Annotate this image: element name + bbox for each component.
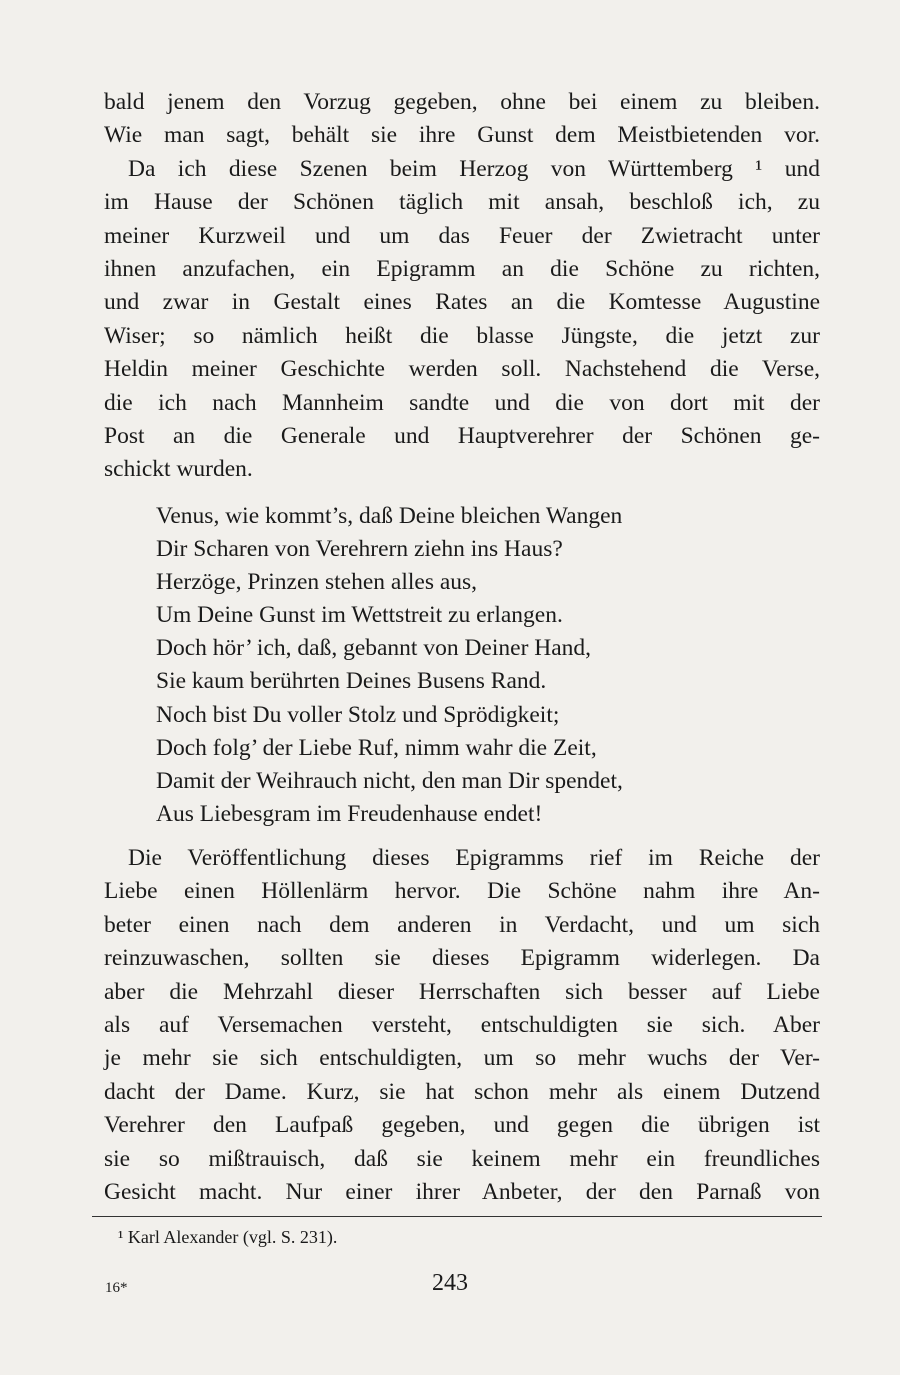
verse-line: Um Deine Gunst im Wettstreit zu erlangen.: [156, 602, 563, 629]
text-line: sie so mißtrauisch, daß sie keinem mehr ein freundliches: [104, 1145, 820, 1172]
text-line: Die Veröffentlichung dieses Epigramms rief im Reiche der: [128, 845, 820, 871]
verse-line: Doch folg’ der Liebe Ruf, nimm wahr die Zeit,: [156, 734, 597, 761]
text-line: im Hause der Schönen täglich mit ansah, beschloß ich, zu: [104, 189, 820, 216]
signature-mark: 16*: [105, 1280, 128, 1296]
text-line: schickt wurden.: [104, 456, 253, 483]
prose-bottom: [104, 842, 820, 1209]
footnote-rule: [92, 1216, 822, 1217]
page-number: 243: [432, 1270, 468, 1296]
text-line: Liebe einen Höllenlärm hervor. Die Schöne nahm ihre An-: [104, 878, 820, 905]
verse-line: Damit der Weihrauch nicht, den man Dir spendet,: [156, 767, 623, 794]
text-line: und zwar in Gestalt eines Rates an die Komtesse Augustine: [104, 289, 820, 316]
text-line: Wiser; so nämlich heißt die blasse Jüngste, die jetzt zur: [104, 322, 820, 349]
footnote: ¹ Karl Alexander (vgl. S. 231).: [118, 1227, 338, 1247]
text-line: Post an die Generale und Hauptverehrer der Schönen ge-: [104, 422, 820, 449]
verse-line: Aus Liebesgram im Freudenhause endet!: [156, 800, 543, 827]
text-line: Verehrer den Laufpaß gegeben, und gegen die übrigen ist: [104, 1112, 820, 1139]
text-line: aber die Mehrzahl dieser Herrschaften sich besser auf Liebe: [104, 978, 820, 1005]
text-line: meiner Kurzweil und um das Feuer der Zwietracht unter: [104, 222, 820, 249]
text-line: als auf Versemachen versteht, entschuldigten sie sich. Aber: [104, 1011, 820, 1038]
verse-line: Noch bist Du voller Stolz und Sprödigkeit;: [156, 701, 560, 728]
text-line: Heldin meiner Geschichte werden soll. Nachstehend die Verse,: [104, 356, 820, 383]
epigram-verse: [156, 500, 796, 831]
verse-line: Venus, wie kommt’s, daß Deine bleichen Wangen: [156, 503, 623, 529]
text-line: dacht der Dame. Kurz, sie hat schon mehr als einem Dutzend: [104, 1078, 820, 1105]
verse-line: Herzöge, Prinzen stehen alles aus,: [156, 569, 478, 596]
text-line: ihnen anzufachen, ein Epigramm an die Schöne zu richten,: [104, 255, 820, 282]
text-line: beter einen nach dem anderen in Verdacht, und um sich: [104, 911, 820, 938]
text-line: reinzuwaschen, sollten sie dieses Epigramm widerlegen. Da: [104, 945, 820, 972]
text-line: je mehr sie sich entschuldigten, um so mehr wuchs der Ver-: [104, 1045, 820, 1072]
verse-line: Sie kaum berührten Deines Busens Rand.: [156, 668, 547, 695]
text-line: die ich nach Mannheim sandte und die von dort mit der: [104, 389, 820, 416]
verse-line: Dir Scharen von Verehrern ziehn ins Haus?: [156, 536, 563, 563]
prose-top: [104, 86, 820, 487]
text-line: Da ich diese Szenen beim Herzog von Württemberg ¹ und: [128, 155, 820, 182]
text-line: Gesicht macht. Nur einer ihrer Anbeter, der den Parnaß von: [104, 1178, 820, 1205]
text-line: Wie man sagt, behält sie ihre Gunst dem Meistbietenden vor.: [104, 122, 820, 149]
text-line: bald jenem den Vorzug gegeben, ohne bei einem zu bleiben.: [104, 89, 820, 115]
verse-line: Doch hör’ ich, daß, gebannt von Deiner Hand,: [156, 635, 592, 662]
